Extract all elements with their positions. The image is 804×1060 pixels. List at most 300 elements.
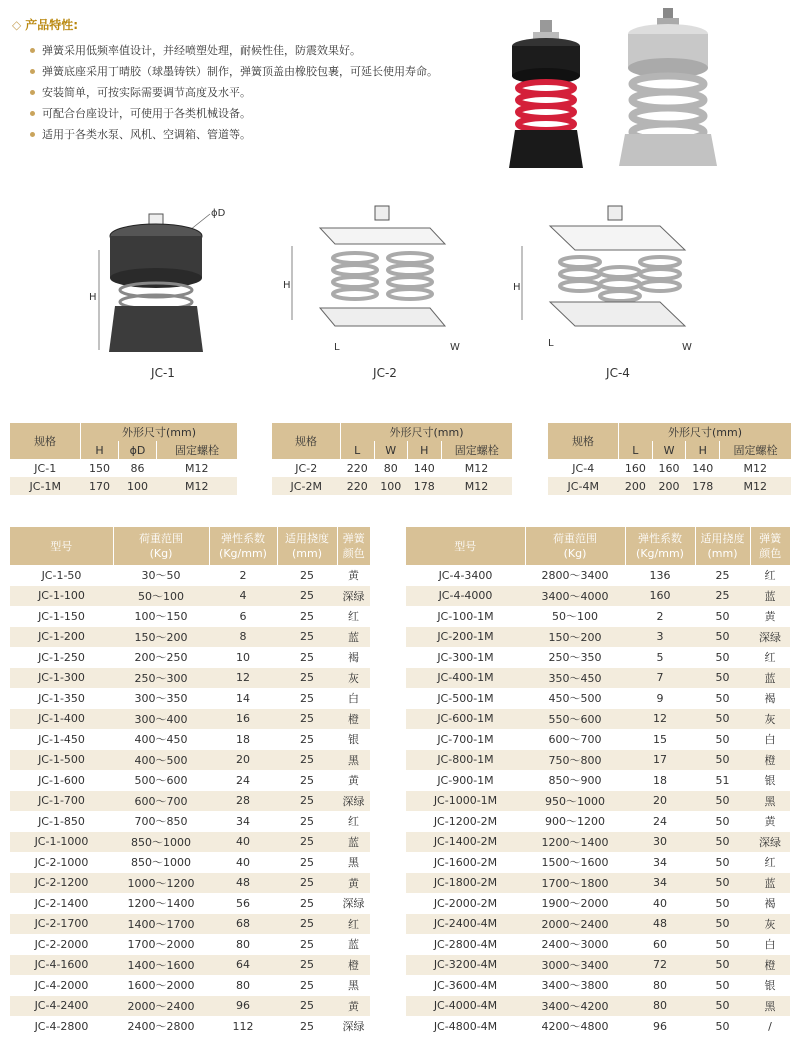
- table-cell: 3400～4200: [525, 996, 625, 1017]
- table-cell: 24: [209, 770, 277, 791]
- table-row: [10, 606, 370, 627]
- table-cell: 25: [277, 627, 337, 648]
- table-cell: JC-1-400: [10, 709, 113, 730]
- table-cell: 25: [277, 668, 337, 689]
- table-cell: 25: [277, 975, 337, 996]
- model-table-left: [10, 527, 370, 1037]
- table-cell: JC-900-1M: [406, 770, 525, 791]
- table-cell: 50: [695, 914, 750, 935]
- table-cell: 蓝: [750, 873, 790, 894]
- table-cell: JC-1-850: [10, 811, 113, 832]
- table-cell: 黑: [750, 996, 790, 1017]
- table-cell: JC-1-350: [10, 688, 113, 709]
- table-cell: 25: [277, 873, 337, 894]
- table-cell: 25: [277, 688, 337, 709]
- table-cell: 34: [625, 873, 695, 894]
- table-cell: 1400～1700: [113, 914, 209, 935]
- model-table-right: [406, 527, 790, 1037]
- spec-col-header: H: [81, 441, 119, 459]
- table-cell: 12: [209, 668, 277, 689]
- table-cell: 深绿: [337, 791, 370, 812]
- table-cell: 橙: [337, 955, 370, 976]
- table-cell: 50: [695, 668, 750, 689]
- table-row: [10, 914, 370, 935]
- spec-col-header: H: [408, 441, 442, 459]
- table-cell: 蓝: [337, 934, 370, 955]
- table-cell: 红: [337, 606, 370, 627]
- table-row: [406, 914, 790, 935]
- table-cell: 72: [625, 955, 695, 976]
- table-row: [406, 975, 790, 996]
- table-cell: 150～200: [113, 627, 209, 648]
- table-cell: JC-100-1M: [406, 606, 525, 627]
- table-cell: 50: [695, 955, 750, 976]
- drawing-jc-4: [510, 200, 710, 360]
- table-row: [10, 811, 370, 832]
- table-cell: 10: [209, 647, 277, 668]
- table-cell: JC-2-1700: [10, 914, 113, 935]
- table-cell: 深绿: [337, 586, 370, 607]
- table-cell: JC-4-4000: [406, 586, 525, 607]
- table-cell: JC-2800-4M: [406, 934, 525, 955]
- table-row: [10, 709, 370, 730]
- table-cell: 25: [277, 914, 337, 935]
- table-row: [10, 668, 370, 689]
- table-row: [10, 627, 370, 648]
- table-cell: 褐: [337, 647, 370, 668]
- drawing-label-jc-4: JC-4: [606, 366, 630, 380]
- feature-item: 弹簧采用低频率值设计，并经喷塑处理，耐候性佳，防震效果好。: [30, 40, 438, 61]
- table-cell: 80: [209, 934, 277, 955]
- table-cell: 50: [695, 791, 750, 812]
- table-row: [10, 586, 370, 607]
- table-cell: 40: [209, 852, 277, 873]
- spec-model-header: 规格: [10, 423, 81, 459]
- table-row: [10, 729, 370, 750]
- table-cell: 褐: [750, 688, 790, 709]
- table-cell: 橙: [337, 709, 370, 730]
- table-cell: 25: [277, 791, 337, 812]
- table-cell: 550～600: [525, 709, 625, 730]
- table-cell: JC-4000-4M: [406, 996, 525, 1017]
- table-row: JC-4M 200 200 178 M12: [548, 477, 791, 495]
- table-cell: 银: [337, 729, 370, 750]
- table-cell: 400～450: [113, 729, 209, 750]
- spec-table-jc-2: [272, 423, 512, 495]
- table-cell: 黑: [337, 975, 370, 996]
- table-cell: 2400～2800: [113, 1016, 209, 1037]
- drawing-jc-1: [85, 200, 245, 360]
- table-cell: 2000～2400: [525, 914, 625, 935]
- table-cell: 黑: [337, 852, 370, 873]
- table-cell: 50: [695, 750, 750, 771]
- dim-w-label: W: [450, 342, 460, 353]
- table-cell: 1400～1600: [113, 955, 209, 976]
- model-header-cell: 荷重范围 (Kg): [113, 527, 209, 565]
- table-cell: 2000～2400: [113, 996, 209, 1017]
- model-header-cell: 弹簧 颜色: [759, 532, 782, 560]
- table-cell: 2: [209, 565, 277, 586]
- table-cell: 68: [209, 914, 277, 935]
- table-cell: 150～200: [525, 627, 625, 648]
- table-cell: JC-1-200: [10, 627, 113, 648]
- table-cell: 450～500: [525, 688, 625, 709]
- table-cell: 25: [277, 729, 337, 750]
- table-row: [10, 955, 370, 976]
- table-cell: 30: [625, 832, 695, 853]
- table-cell: 深绿: [750, 832, 790, 853]
- table-cell: 600～700: [113, 791, 209, 812]
- table-cell: 400～500: [113, 750, 209, 771]
- table-row: [406, 811, 790, 832]
- table-cell: 深绿: [337, 1016, 370, 1037]
- table-row: [10, 832, 370, 853]
- table-row: [406, 873, 790, 894]
- table-cell: 1000～1200: [113, 873, 209, 894]
- table-cell: 96: [209, 996, 277, 1017]
- table-cell: 8: [209, 627, 277, 648]
- table-cell: 红: [750, 852, 790, 873]
- table-cell: 30～50: [113, 565, 209, 586]
- table-cell: 160: [625, 586, 695, 607]
- table-cell: JC-2-2000: [10, 934, 113, 955]
- model-header-cell: 弹性系数 (Kg/mm): [209, 527, 277, 565]
- table-cell: JC-600-1M: [406, 709, 525, 730]
- table-cell: 25: [277, 606, 337, 627]
- table-row: [406, 893, 790, 914]
- table-row: [406, 709, 790, 730]
- table-row: [10, 791, 370, 812]
- table-cell: 25: [277, 1016, 337, 1037]
- table-cell: JC-1-250: [10, 647, 113, 668]
- dim-h-label: H: [283, 280, 291, 291]
- table-cell: JC-4800-4M: [406, 1016, 525, 1037]
- table-cell: 20: [209, 750, 277, 771]
- table-row: [10, 873, 370, 894]
- table-cell: 48: [625, 914, 695, 935]
- table-cell: 80: [625, 996, 695, 1017]
- table-row: [10, 565, 370, 586]
- table-cell: 白: [750, 934, 790, 955]
- table-cell: 9: [625, 688, 695, 709]
- drawing-label-jc-2: JC-2: [373, 366, 397, 380]
- table-cell: 50: [695, 627, 750, 648]
- spec-model-header: 规格: [272, 423, 341, 459]
- table-cell: JC-1-1000: [10, 832, 113, 853]
- table-cell: 1700～2000: [113, 934, 209, 955]
- spec-col-header: 固定螺栓: [174, 444, 219, 457]
- table-cell: 12: [625, 709, 695, 730]
- table-cell: 红: [750, 647, 790, 668]
- table-row: [10, 996, 370, 1017]
- table-cell: 红: [337, 914, 370, 935]
- table-cell: 50: [695, 893, 750, 914]
- table-row: [10, 934, 370, 955]
- table-cell: 850～1000: [113, 832, 209, 853]
- table-cell: JC-2000-2M: [406, 893, 525, 914]
- table-cell: 50: [695, 688, 750, 709]
- model-header-cell: 型号: [406, 527, 525, 565]
- table-row: [406, 832, 790, 853]
- table-cell: 白: [337, 688, 370, 709]
- features-title: ◇ 产品特性:: [12, 18, 79, 32]
- table-row: [406, 955, 790, 976]
- table-cell: 50: [695, 852, 750, 873]
- table-cell: 64: [209, 955, 277, 976]
- table-cell: 25: [277, 586, 337, 607]
- table-cell: 1900～2000: [525, 893, 625, 914]
- table-cell: 50: [695, 709, 750, 730]
- table-cell: 24: [625, 811, 695, 832]
- table-row: [406, 750, 790, 771]
- table-cell: JC-4-2800: [10, 1016, 113, 1037]
- model-header-cell: 型号: [10, 527, 113, 565]
- feature-item: 适用于各类水泵、风机、空调箱、管道等。: [30, 124, 438, 145]
- table-cell: 50: [695, 811, 750, 832]
- table-cell: 14: [209, 688, 277, 709]
- table-cell: JC-2-1000: [10, 852, 113, 873]
- table-cell: 50: [695, 996, 750, 1017]
- table-cell: 48: [209, 873, 277, 894]
- table-row: [406, 627, 790, 648]
- table-cell: 25: [277, 852, 337, 873]
- table-cell: 1600～2000: [113, 975, 209, 996]
- table-row: [406, 1016, 790, 1037]
- feature-item: 安装简单，可按实际需要调节高度及水平。: [30, 82, 438, 103]
- table-cell: 950～1000: [525, 791, 625, 812]
- table-cell: 300～350: [113, 688, 209, 709]
- table-cell: JC-2-1200: [10, 873, 113, 894]
- table-cell: 25: [277, 996, 337, 1017]
- model-header-cell: 弹性系数 (Kg/mm): [625, 527, 695, 565]
- table-cell: JC-700-1M: [406, 729, 525, 750]
- dim-d-label: ϕD: [211, 208, 226, 219]
- table-cell: 2400～3000: [525, 934, 625, 955]
- table-cell: 黄: [337, 873, 370, 894]
- table-cell: 蓝: [750, 668, 790, 689]
- table-cell: 褐: [750, 893, 790, 914]
- table-cell: 2800～3400: [525, 565, 625, 586]
- table-cell: 50～100: [525, 606, 625, 627]
- table-row: JC-4 160 160 140 M12: [548, 459, 791, 477]
- table-cell: 蓝: [750, 586, 790, 607]
- dim-h-label: H: [89, 292, 97, 303]
- table-cell: JC-1-450: [10, 729, 113, 750]
- table-cell: 50: [695, 647, 750, 668]
- spec-dims-header: 外形尺寸(mm): [667, 426, 742, 439]
- table-cell: 750～800: [525, 750, 625, 771]
- table-cell: /: [750, 1016, 790, 1037]
- table-cell: JC-1-500: [10, 750, 113, 771]
- table-cell: 16: [209, 709, 277, 730]
- table-cell: JC-1800-2M: [406, 873, 525, 894]
- table-cell: 51: [695, 770, 750, 791]
- table-row: JC-1M 170 100 M12: [10, 477, 237, 495]
- table-cell: 1200～1400: [113, 893, 209, 914]
- table-cell: 20: [625, 791, 695, 812]
- table-cell: 6: [209, 606, 277, 627]
- table-cell: 2: [625, 606, 695, 627]
- table-row: [10, 688, 370, 709]
- table-cell: 橙: [750, 955, 790, 976]
- spec-col-header: ϕD: [118, 441, 156, 459]
- table-cell: JC-1-700: [10, 791, 113, 812]
- table-cell: 25: [277, 893, 337, 914]
- table-cell: 25: [277, 832, 337, 853]
- product-photo-red-spring: [505, 18, 595, 168]
- table-cell: 黄: [337, 996, 370, 1017]
- dim-w-label: W: [682, 342, 692, 353]
- dim-h-label: H: [513, 282, 521, 293]
- spec-table-jc-4: [548, 423, 791, 495]
- table-cell: 18: [209, 729, 277, 750]
- table-cell: 34: [209, 811, 277, 832]
- table-cell: 25: [277, 565, 337, 586]
- table-row: [406, 647, 790, 668]
- table-cell: 50: [695, 934, 750, 955]
- spec-col-header: W: [652, 441, 686, 459]
- table-cell: 50: [695, 873, 750, 894]
- table-cell: JC-1-100: [10, 586, 113, 607]
- table-cell: JC-800-1M: [406, 750, 525, 771]
- table-cell: 80: [625, 975, 695, 996]
- table-cell: 112: [209, 1016, 277, 1037]
- table-cell: 蓝: [337, 832, 370, 853]
- table-cell: 136: [625, 565, 695, 586]
- table-cell: JC-1400-2M: [406, 832, 525, 853]
- spec-dims-header: 外形尺寸(mm): [121, 426, 196, 439]
- table-cell: 17: [625, 750, 695, 771]
- spec-col-header: 固定螺栓: [733, 444, 778, 457]
- table-cell: 50: [695, 975, 750, 996]
- spec-table-jc-1: [10, 423, 237, 495]
- table-cell: JC-300-1M: [406, 647, 525, 668]
- table-cell: 25: [277, 709, 337, 730]
- table-cell: 银: [750, 770, 790, 791]
- dim-l-label: L: [334, 342, 340, 353]
- table-cell: 50: [695, 1016, 750, 1037]
- table-cell: 100～150: [113, 606, 209, 627]
- table-cell: JC-4-2000: [10, 975, 113, 996]
- table-cell: 红: [750, 565, 790, 586]
- table-cell: JC-4-1600: [10, 955, 113, 976]
- table-row: [406, 565, 790, 586]
- table-cell: 40: [625, 893, 695, 914]
- table-row: JC-2 220 80 140 M12: [272, 459, 512, 477]
- drawing-jc-2: [280, 200, 470, 360]
- table-cell: JC-3600-4M: [406, 975, 525, 996]
- table-cell: JC-1-50: [10, 565, 113, 586]
- table-cell: 灰: [750, 914, 790, 935]
- table-row: [10, 893, 370, 914]
- table-row: [406, 934, 790, 955]
- table-cell: 25: [277, 811, 337, 832]
- table-cell: 灰: [337, 668, 370, 689]
- feature-item: 可配合台座设计，可使用于各类机械设备。: [30, 103, 438, 124]
- table-cell: JC-1200-2M: [406, 811, 525, 832]
- spec-model-header: 规格: [548, 423, 619, 459]
- table-row: [10, 647, 370, 668]
- table-cell: 350～450: [525, 668, 625, 689]
- table-cell: 黄: [750, 606, 790, 627]
- drawing-label-jc-1: JC-1: [151, 366, 175, 380]
- table-cell: JC-1-300: [10, 668, 113, 689]
- spec-dims-header: 外形尺寸(mm): [389, 426, 464, 439]
- table-cell: 900～1200: [525, 811, 625, 832]
- table-row: [406, 586, 790, 607]
- table-cell: 25: [277, 955, 337, 976]
- spec-col-header: W: [374, 441, 408, 459]
- table-cell: 60: [625, 934, 695, 955]
- table-row: [406, 729, 790, 750]
- table-cell: JC-2-1400: [10, 893, 113, 914]
- table-cell: 黑: [337, 750, 370, 771]
- table-cell: 500～600: [113, 770, 209, 791]
- table-cell: JC-400-1M: [406, 668, 525, 689]
- table-cell: 25: [277, 647, 337, 668]
- table-row: [10, 750, 370, 771]
- table-cell: 25: [277, 770, 337, 791]
- table-cell: 96: [625, 1016, 695, 1037]
- table-cell: 18: [625, 770, 695, 791]
- spec-col-header: L: [341, 441, 375, 459]
- dim-l-label: L: [548, 338, 554, 349]
- table-cell: 300～400: [113, 709, 209, 730]
- table-cell: JC-4-3400: [406, 565, 525, 586]
- table-cell: 深绿: [750, 627, 790, 648]
- table-cell: JC-4-2400: [10, 996, 113, 1017]
- table-cell: 28: [209, 791, 277, 812]
- table-cell: 25: [695, 586, 750, 607]
- product-photo-silver-spring: [615, 6, 720, 176]
- table-cell: 50～100: [113, 586, 209, 607]
- table-cell: JC-3200-4M: [406, 955, 525, 976]
- table-cell: 25: [277, 934, 337, 955]
- table-cell: 34: [625, 852, 695, 873]
- table-cell: JC-1-150: [10, 606, 113, 627]
- table-cell: 银: [750, 975, 790, 996]
- table-cell: 3400～4000: [525, 586, 625, 607]
- table-cell: 850～900: [525, 770, 625, 791]
- table-cell: 600～700: [525, 729, 625, 750]
- table-row: [406, 668, 790, 689]
- table-cell: 灰: [750, 709, 790, 730]
- table-cell: 5: [625, 647, 695, 668]
- table-row: [406, 791, 790, 812]
- table-row: [406, 688, 790, 709]
- table-cell: 40: [209, 832, 277, 853]
- table-cell: JC-200-1M: [406, 627, 525, 648]
- table-cell: 15: [625, 729, 695, 750]
- table-cell: 1500～1600: [525, 852, 625, 873]
- table-cell: 3000～3400: [525, 955, 625, 976]
- table-row: [406, 852, 790, 873]
- table-cell: 黄: [337, 565, 370, 586]
- model-header-cell: 适用挠度 (mm): [277, 527, 337, 565]
- table-cell: 25: [695, 565, 750, 586]
- table-cell: JC-1000-1M: [406, 791, 525, 812]
- table-cell: 黑: [750, 791, 790, 812]
- table-row: [406, 770, 790, 791]
- table-cell: 蓝: [337, 627, 370, 648]
- table-cell: 50: [695, 729, 750, 750]
- table-cell: 白: [750, 729, 790, 750]
- table-row: [10, 975, 370, 996]
- table-cell: 700～850: [113, 811, 209, 832]
- spec-col-header: 固定螺栓: [454, 444, 499, 457]
- table-cell: 56: [209, 893, 277, 914]
- table-cell: 25: [277, 750, 337, 771]
